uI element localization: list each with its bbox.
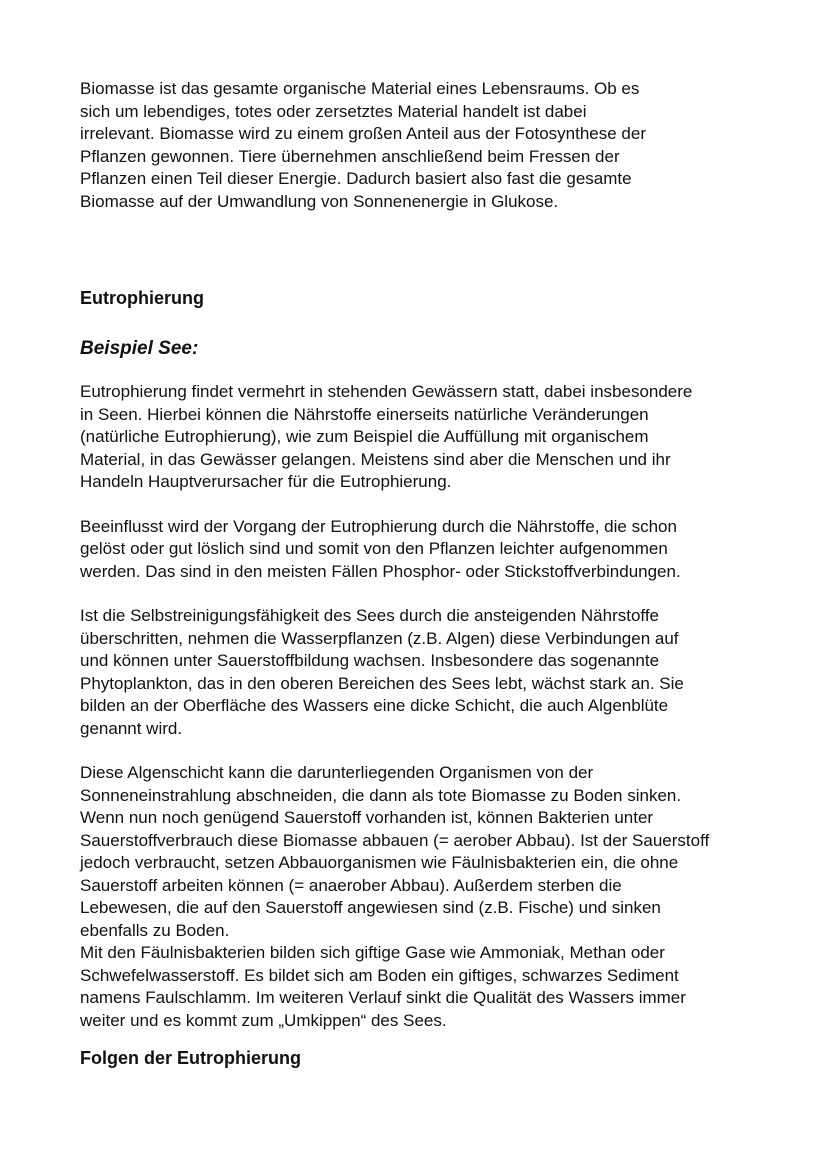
heading-folgen-der-eutrophierung: Folgen der Eutrophierung [80,1048,301,1068]
document-page [80,78,770,1070]
paragraph-eutrophierung-intro: Eutrophierung findet vermehrt in stehenden Gewässern statt, dabei insbesondere in Seen. Hierbei können die Nährstoffe einerseits natürliche Veränderungen (natürliche Eutrophierung), wie zum Beispiel die Auffüllung mit organischem Material, in das Gewässer gelangen. Meistens sind aber die Menschen und ihr Handeln Hauptverursacher für die Eutrophierung. [80,382,693,491]
paragraph-selbstreinigung: Ist die Selbstreinigungsfähigkeit des Sees durch die ansteigenden Nährstoffe überschritten, nehmen die Wasserpflanzen (z.B. Algen) diese Verbindungen auf und können unter Sauerstoffbildung wachsen. Insbesondere das sogenannte Phytoplankton, das in den oberen Bereichen des Sees lebt, wächst stark an. Sie bilden an der Oberfläche des Wassers eine dicke Schicht, die auch Algenblüte genannt wird. [80,606,684,738]
heading-eutrophierung: Eutrophierung [80,288,204,308]
subheading-beispiel-see: Beispiel See: [80,338,199,359]
paragraph-algenschicht: Diese Algenschicht kann die darunterliegenden Organismen von der Sonneneinstrahlung abschneiden, die dann als tote Biomasse zu Boden sinken. Wenn nun noch genügend Sauerstoff vorhanden ist, können Bakterien unter Sauerstoffverbrauch diese Biomasse abbauen (= aerober Abbau). Ist der Sauerstoff jedoch verbraucht, setzen Abbauorganismen wie Fäulnisbakterien ein, die ohne Sauerstoff arbeiten können (= anaerober Abbau). Außerdem sterben die Lebewesen, die auf den Sauerstoff angewiesen sind (z.B. Fische) und sinken ebenfalls zu Boden. Mit den Fäulnisbakterien bilden sich giftige Gase wie Ammoniak, Methan oder Schwefelwasserstoff. Es bildet sich am Boden ein giftiges, schwarzes Sediment namens Faulschlamm. Im weiteren Verlauf sinkt die Qualität des Wassers immer weiter und es kommt zum „Umkippen“ des Sees. [80,763,710,1030]
paragraph-naehrstoffe: Beeinflusst wird der Vorgang der Eutrophierung durch die Nährstoffe, die schon gelöst oder gut löslich sind und somit von den Pflanzen leichter aufgenommen werden. Das sind in den meisten Fällen Phosphor- oder Stickstoffverbindungen. [80,516,681,581]
intro-paragraph: Biomasse ist das gesamte organische Material eines Lebensraums. Ob es sich um lebendiges, totes oder zersetztes Material handelt ist dabei irrelevant. Biomasse wird zu einem großen Anteil aus der Fotosynthese der Pflanzen gewonnen. Tiere übernehmen anschließend beim Fressen der Pflanzen einen Teil dieser Energie. Dadurch basiert also fast die gesamte Biomasse auf der Umwandlung von Sonnenenergie in Glukose. [80,79,646,211]
